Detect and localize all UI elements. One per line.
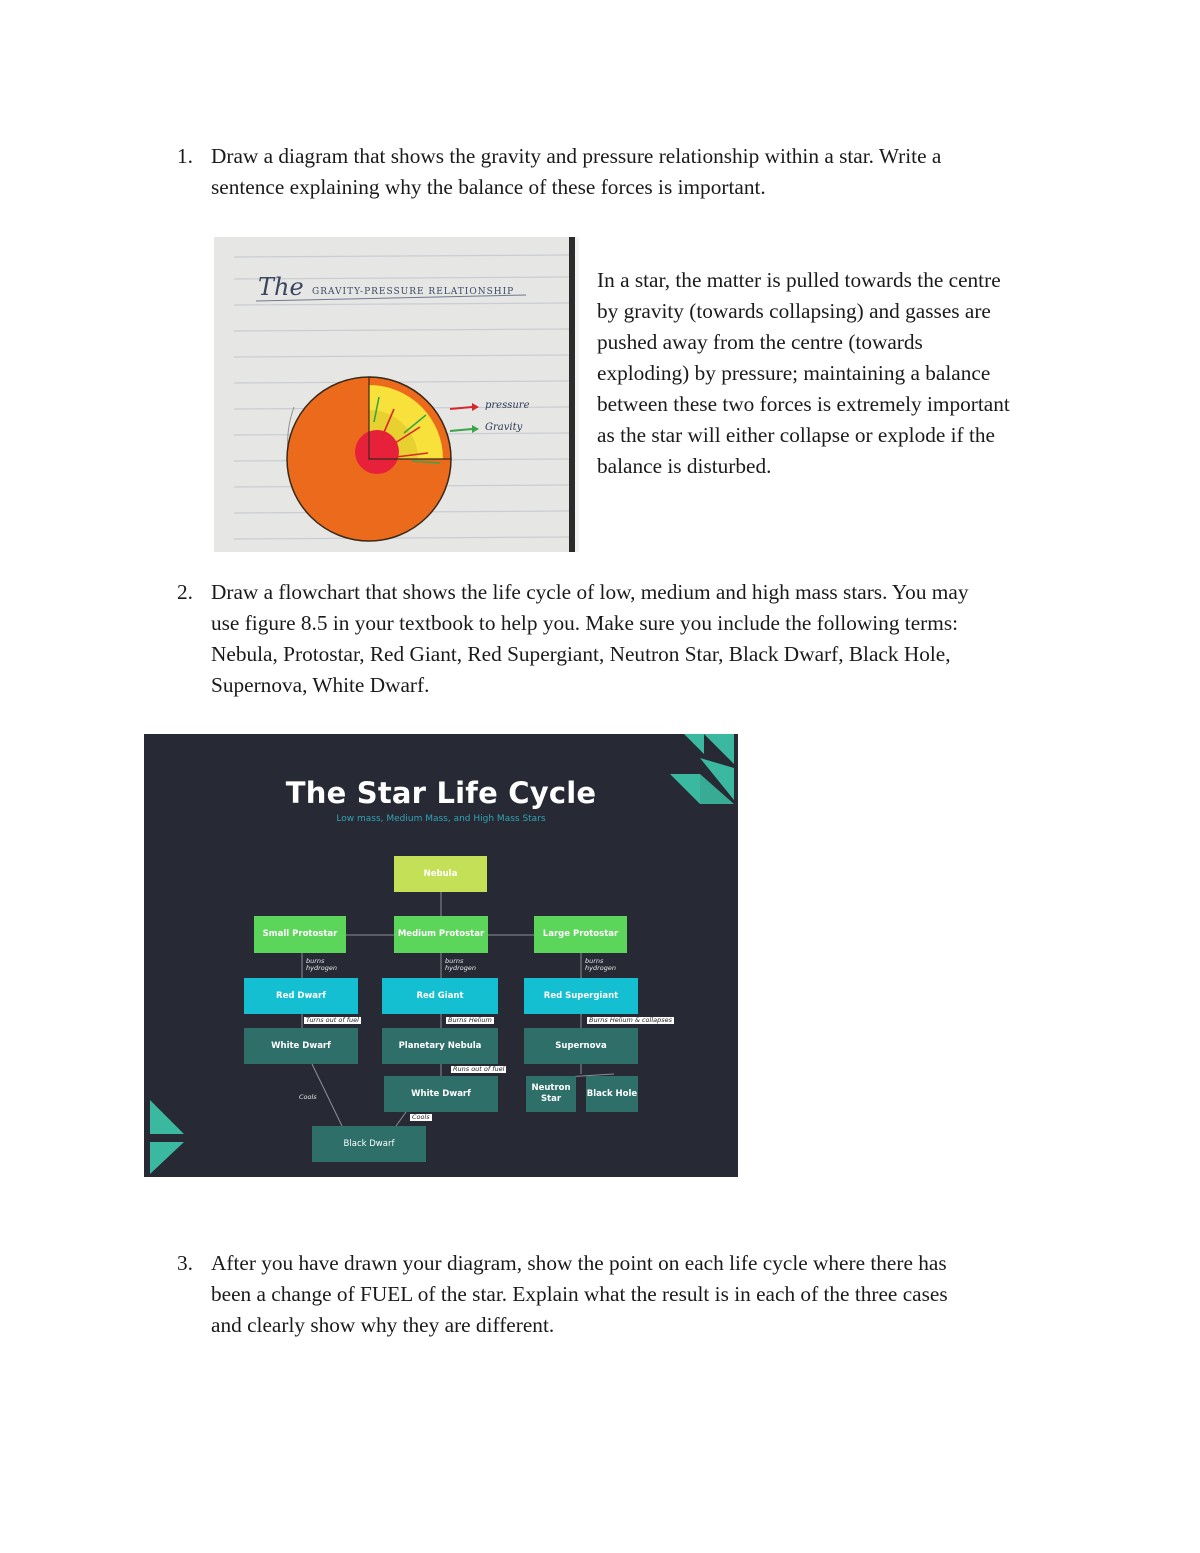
white-dwarf-low-box: White Dwarf bbox=[244, 1028, 358, 1064]
note-burns-hydrogen-medium: burns hydrogen bbox=[445, 957, 476, 972]
star-life-cycle-flowchart bbox=[144, 734, 738, 1177]
note-medium-mass: Burns Helium bbox=[448, 1016, 492, 1024]
note-cools-medium: Cools bbox=[412, 1113, 430, 1121]
black-dwarf-box: Black Dwarf bbox=[312, 1126, 426, 1162]
question-text: Draw a diagram that shows the gravity and pressure relationship within a star. Write a sentence explaining why the balance of these forces is important. bbox=[211, 144, 942, 199]
supernova-box: Supernova bbox=[524, 1028, 638, 1064]
question-number: 1. bbox=[177, 144, 193, 168]
note-planetary-nebula: Runs out of fuel bbox=[453, 1065, 505, 1073]
gravity-pressure-photo bbox=[214, 237, 579, 552]
large-protostar-box: Large Protostar bbox=[534, 916, 627, 953]
legend-gravity-label: Gravity bbox=[485, 422, 523, 433]
white-dwarf-medium-box: White Dwarf bbox=[384, 1076, 498, 1112]
note-burns-hydrogen-low: burns hydrogen bbox=[306, 957, 337, 972]
flowchart-subtitle: Low mass, Medium Mass, and High Mass Stars bbox=[336, 814, 546, 824]
note-high-mass: Burns Helium & collapses bbox=[589, 1016, 673, 1024]
red-dwarf-box: Red Dwarf bbox=[244, 978, 358, 1014]
note-cools-low: Cools bbox=[299, 1093, 317, 1101]
red-supergiant-box: Red Supergiant bbox=[524, 978, 638, 1014]
planetary-nebula-box: Planetary Nebula bbox=[382, 1028, 498, 1064]
black-hole-box: Black Hole bbox=[586, 1076, 638, 1112]
small-protostar-box: Small Protostar bbox=[254, 916, 346, 953]
question-number: 2. bbox=[177, 580, 193, 604]
flowchart-title: The Star Life Cycle bbox=[285, 776, 597, 810]
answer-1-text: In a star, the matter is pulled towards the centre by gravity (towards collapsing) and gasses are pushed away from the centre (towards exploding) by pressure; maintaining a balance between these two forces is extremely important as the star will either collapse or explode if the balance is disturbed. bbox=[597, 268, 1010, 478]
note-low-mass: Turns out of fuel bbox=[306, 1016, 359, 1024]
photo-title-the: The bbox=[258, 273, 304, 301]
question-number: 3. bbox=[177, 1251, 193, 1275]
question-text: After you have drawn your diagram, show the point on each life cycle where there has been a change of FUEL of the star. Explain what the result is in each of the three cases and clearly show why they are different. bbox=[211, 1251, 948, 1337]
question-text: Draw a flowchart that shows the life cycle of low, medium and high mass stars. You may use figure 8.5 in your textbook to help you. Make sure you include the following terms: Nebula, Protostar, Red Giant, Red Supergiant, Neutron Star, Black Dwarf, Black Hole, Supernova, White Dwarf. bbox=[211, 580, 969, 697]
medium-protostar-box: Medium Protostar bbox=[394, 916, 488, 953]
photo-title: GRAVITY-PRESSURE RELATIONSHIP bbox=[312, 287, 515, 297]
nebula-box: Nebula bbox=[394, 856, 487, 892]
neutron-star-box: Neutron Star bbox=[526, 1076, 576, 1112]
note-burns-hydrogen-high: burns hydrogen bbox=[585, 957, 616, 972]
red-giant-box: Red Giant bbox=[382, 978, 498, 1014]
legend-pressure-label: pressure bbox=[485, 400, 530, 411]
